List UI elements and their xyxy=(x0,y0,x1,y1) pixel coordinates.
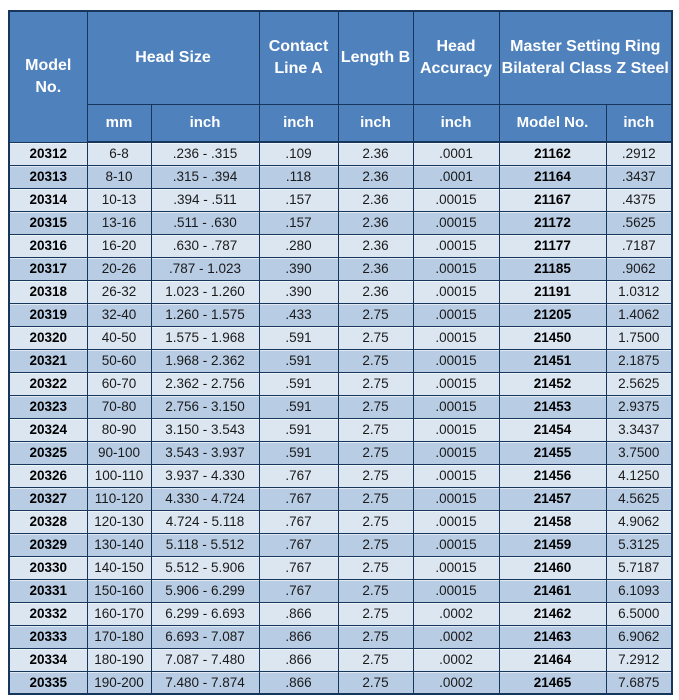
cell-head-accuracy-inch: .00015 xyxy=(413,510,499,533)
cell-master-ring-model-no: 21463 xyxy=(499,625,606,648)
cell-contact-line-a-inch: .390 xyxy=(259,280,338,303)
cell-head-accuracy-inch: .00015 xyxy=(413,211,499,234)
cell-head-size-inch: 4.724 - 5.118 xyxy=(151,510,259,533)
cell-master-ring-model-no: 21464 xyxy=(499,648,606,671)
cell-length-b-inch: 2.75 xyxy=(338,395,413,418)
cell-model-no: 20316 xyxy=(9,234,87,257)
header-model-no: Model No. xyxy=(9,11,87,142)
cell-model-no: 20322 xyxy=(9,372,87,395)
cell-head-accuracy-inch: .00015 xyxy=(413,188,499,211)
cell-contact-line-a-inch: .591 xyxy=(259,395,338,418)
cell-master-ring-inch: 2.9375 xyxy=(606,395,672,418)
cell-contact-line-a-inch: .433 xyxy=(259,303,338,326)
cell-length-b-inch: 2.75 xyxy=(338,326,413,349)
table-row xyxy=(9,211,672,234)
cell-head-size-mm: 190-200 xyxy=(87,671,151,694)
cell-contact-line-a-inch: .767 xyxy=(259,510,338,533)
cell-head-size-mm: 100-110 xyxy=(87,464,151,487)
cell-length-b-inch: 2.75 xyxy=(338,510,413,533)
header-head-size: Head Size xyxy=(87,11,259,104)
cell-length-b-inch: 2.75 xyxy=(338,441,413,464)
cell-head-accuracy-inch: .00015 xyxy=(413,418,499,441)
cell-master-ring-inch: 1.4062 xyxy=(606,303,672,326)
cell-head-size-inch: 6.299 - 6.693 xyxy=(151,602,259,625)
cell-contact-line-a-inch: .866 xyxy=(259,648,338,671)
header-row-main xyxy=(9,11,672,104)
table-row xyxy=(9,372,672,395)
table-row xyxy=(9,625,672,648)
cell-length-b-inch: 2.36 xyxy=(338,211,413,234)
cell-model-no: 20332 xyxy=(9,602,87,625)
table-row xyxy=(9,602,672,625)
table-row xyxy=(9,234,672,257)
cell-master-ring-inch: 5.7187 xyxy=(606,556,672,579)
cell-head-size-mm: 26-32 xyxy=(87,280,151,303)
cell-head-size-mm: 80-90 xyxy=(87,418,151,441)
table-row xyxy=(9,418,672,441)
cell-head-size-inch: 5.906 - 6.299 xyxy=(151,579,259,602)
cell-contact-line-a-inch: .109 xyxy=(259,142,338,165)
cell-contact-line-a-inch: .767 xyxy=(259,487,338,510)
cell-length-b-inch: 2.75 xyxy=(338,303,413,326)
table-row xyxy=(9,671,672,694)
subheader-contact-inch: inch xyxy=(259,104,338,142)
cell-master-ring-model-no: 21465 xyxy=(499,671,606,694)
cell-model-no: 20323 xyxy=(9,395,87,418)
cell-master-ring-inch: 1.0312 xyxy=(606,280,672,303)
cell-head-accuracy-inch: .00015 xyxy=(413,372,499,395)
cell-head-accuracy-inch: .00015 xyxy=(413,441,499,464)
header-row-sub xyxy=(9,104,672,142)
table-row xyxy=(9,510,672,533)
cell-contact-line-a-inch: .118 xyxy=(259,165,338,188)
cell-length-b-inch: 2.75 xyxy=(338,372,413,395)
cell-model-no: 20330 xyxy=(9,556,87,579)
cell-length-b-inch: 2.75 xyxy=(338,533,413,556)
header-length-b: Length B xyxy=(338,11,413,104)
cell-length-b-inch: 2.75 xyxy=(338,349,413,372)
cell-model-no: 20313 xyxy=(9,165,87,188)
cell-head-size-mm: 8-10 xyxy=(87,165,151,188)
cell-master-ring-model-no: 21167 xyxy=(499,188,606,211)
cell-head-size-mm: 6-8 xyxy=(87,142,151,165)
cell-head-accuracy-inch: .00015 xyxy=(413,487,499,510)
cell-contact-line-a-inch: .866 xyxy=(259,671,338,694)
cell-model-no: 20327 xyxy=(9,487,87,510)
cell-master-ring-model-no: 21456 xyxy=(499,464,606,487)
cell-length-b-inch: 2.75 xyxy=(338,625,413,648)
cell-contact-line-a-inch: .591 xyxy=(259,349,338,372)
cell-length-b-inch: 2.36 xyxy=(338,188,413,211)
cell-master-ring-inch: 4.9062 xyxy=(606,510,672,533)
cell-contact-line-a-inch: .591 xyxy=(259,326,338,349)
cell-model-no: 20320 xyxy=(9,326,87,349)
cell-head-size-inch: 3.543 - 3.937 xyxy=(151,441,259,464)
cell-head-size-mm: 60-70 xyxy=(87,372,151,395)
cell-model-no: 20333 xyxy=(9,625,87,648)
cell-contact-line-a-inch: .767 xyxy=(259,556,338,579)
table-row xyxy=(9,188,672,211)
cell-length-b-inch: 2.36 xyxy=(338,280,413,303)
cell-model-no: 20324 xyxy=(9,418,87,441)
table-row xyxy=(9,280,672,303)
cell-head-accuracy-inch: .0001 xyxy=(413,142,499,165)
cell-model-no: 20335 xyxy=(9,671,87,694)
cell-master-ring-model-no: 21459 xyxy=(499,533,606,556)
spec-table xyxy=(8,10,673,695)
cell-head-size-inch: .236 - .315 xyxy=(151,142,259,165)
cell-master-ring-inch: 1.7500 xyxy=(606,326,672,349)
cell-master-ring-model-no: 21460 xyxy=(499,556,606,579)
cell-length-b-inch: 2.36 xyxy=(338,142,413,165)
cell-length-b-inch: 2.75 xyxy=(338,671,413,694)
cell-head-accuracy-inch: .00015 xyxy=(413,533,499,556)
subheader-master-inch: inch xyxy=(606,104,672,142)
cell-contact-line-a-inch: .767 xyxy=(259,579,338,602)
cell-head-size-inch: 6.693 - 7.087 xyxy=(151,625,259,648)
cell-head-accuracy-inch: .0002 xyxy=(413,625,499,648)
cell-master-ring-model-no: 21172 xyxy=(499,211,606,234)
cell-model-no: 20321 xyxy=(9,349,87,372)
cell-head-accuracy-inch: .00015 xyxy=(413,395,499,418)
subheader-mm: mm xyxy=(87,104,151,142)
cell-master-ring-model-no: 21454 xyxy=(499,418,606,441)
cell-length-b-inch: 2.75 xyxy=(338,556,413,579)
cell-head-size-mm: 20-26 xyxy=(87,257,151,280)
subheader-length-inch: inch xyxy=(338,104,413,142)
cell-head-size-inch: 1.575 - 1.968 xyxy=(151,326,259,349)
cell-master-ring-model-no: 21458 xyxy=(499,510,606,533)
cell-head-accuracy-inch: .00015 xyxy=(413,556,499,579)
cell-master-ring-inch: 6.5000 xyxy=(606,602,672,625)
table-row xyxy=(9,165,672,188)
cell-model-no: 20328 xyxy=(9,510,87,533)
cell-master-ring-inch: 7.2912 xyxy=(606,648,672,671)
cell-length-b-inch: 2.75 xyxy=(338,602,413,625)
cell-head-size-inch: 7.087 - 7.480 xyxy=(151,648,259,671)
table-row xyxy=(9,579,672,602)
cell-model-no: 20326 xyxy=(9,464,87,487)
cell-master-ring-model-no: 21455 xyxy=(499,441,606,464)
cell-master-ring-inch: 5.3125 xyxy=(606,533,672,556)
table-row xyxy=(9,257,672,280)
cell-master-ring-model-no: 21462 xyxy=(499,602,606,625)
cell-model-no: 20329 xyxy=(9,533,87,556)
cell-length-b-inch: 2.36 xyxy=(338,234,413,257)
cell-master-ring-inch: 6.9062 xyxy=(606,625,672,648)
cell-head-size-inch: 2.756 - 3.150 xyxy=(151,395,259,418)
cell-head-size-inch: 1.023 - 1.260 xyxy=(151,280,259,303)
cell-head-accuracy-inch: .00015 xyxy=(413,303,499,326)
table-row xyxy=(9,142,672,165)
cell-contact-line-a-inch: .591 xyxy=(259,441,338,464)
cell-head-size-mm: 70-80 xyxy=(87,395,151,418)
cell-head-size-inch: 2.362 - 2.756 xyxy=(151,372,259,395)
cell-length-b-inch: 2.75 xyxy=(338,579,413,602)
cell-master-ring-inch: 4.5625 xyxy=(606,487,672,510)
cell-master-ring-model-no: 21457 xyxy=(499,487,606,510)
table-row xyxy=(9,441,672,464)
cell-head-accuracy-inch: .00015 xyxy=(413,234,499,257)
cell-master-ring-inch: .5625 xyxy=(606,211,672,234)
table-row xyxy=(9,533,672,556)
cell-length-b-inch: 2.36 xyxy=(338,165,413,188)
cell-model-no: 20312 xyxy=(9,142,87,165)
cell-head-accuracy-inch: .0001 xyxy=(413,165,499,188)
cell-contact-line-a-inch: .767 xyxy=(259,464,338,487)
cell-master-ring-model-no: 21185 xyxy=(499,257,606,280)
cell-head-size-mm: 13-16 xyxy=(87,211,151,234)
header-contact-line-a: Contact Line A xyxy=(259,11,338,104)
table-row xyxy=(9,556,672,579)
subheader-accuracy-inch: inch xyxy=(413,104,499,142)
table-row xyxy=(9,395,672,418)
cell-contact-line-a-inch: .157 xyxy=(259,188,338,211)
cell-contact-line-a-inch: .280 xyxy=(259,234,338,257)
cell-head-size-mm: 50-60 xyxy=(87,349,151,372)
table-row xyxy=(9,303,672,326)
cell-length-b-inch: 2.75 xyxy=(338,487,413,510)
cell-length-b-inch: 2.75 xyxy=(338,464,413,487)
cell-model-no: 20317 xyxy=(9,257,87,280)
cell-master-ring-inch: .9062 xyxy=(606,257,672,280)
cell-length-b-inch: 2.75 xyxy=(338,418,413,441)
cell-model-no: 20319 xyxy=(9,303,87,326)
table-row xyxy=(9,648,672,671)
cell-head-size-inch: 3.937 - 4.330 xyxy=(151,464,259,487)
cell-master-ring-inch: .4375 xyxy=(606,188,672,211)
cell-model-no: 20314 xyxy=(9,188,87,211)
cell-head-size-mm: 170-180 xyxy=(87,625,151,648)
cell-head-size-mm: 120-130 xyxy=(87,510,151,533)
cell-head-size-mm: 140-150 xyxy=(87,556,151,579)
cell-master-ring-model-no: 21164 xyxy=(499,165,606,188)
cell-head-size-mm: 32-40 xyxy=(87,303,151,326)
cell-head-size-mm: 90-100 xyxy=(87,441,151,464)
cell-head-size-mm: 150-160 xyxy=(87,579,151,602)
table-row xyxy=(9,326,672,349)
cell-head-accuracy-inch: .00015 xyxy=(413,349,499,372)
table-row xyxy=(9,464,672,487)
cell-head-size-inch: 1.260 - 1.575 xyxy=(151,303,259,326)
cell-head-size-mm: 40-50 xyxy=(87,326,151,349)
cell-head-size-inch: 1.968 - 2.362 xyxy=(151,349,259,372)
cell-master-ring-model-no: 21453 xyxy=(499,395,606,418)
cell-head-accuracy-inch: .0002 xyxy=(413,648,499,671)
cell-master-ring-inch: 2.5625 xyxy=(606,372,672,395)
cell-master-ring-model-no: 21177 xyxy=(499,234,606,257)
cell-contact-line-a-inch: .591 xyxy=(259,372,338,395)
cell-head-size-inch: 4.330 - 4.724 xyxy=(151,487,259,510)
cell-master-ring-model-no: 21451 xyxy=(499,349,606,372)
cell-master-ring-inch: 2.1875 xyxy=(606,349,672,372)
cell-master-ring-inch: 7.6875 xyxy=(606,671,672,694)
cell-master-ring-inch: 3.7500 xyxy=(606,441,672,464)
cell-head-size-inch: 5.118 - 5.512 xyxy=(151,533,259,556)
cell-head-accuracy-inch: .00015 xyxy=(413,280,499,303)
cell-head-accuracy-inch: .00015 xyxy=(413,464,499,487)
cell-master-ring-model-no: 21450 xyxy=(499,326,606,349)
cell-length-b-inch: 2.36 xyxy=(338,257,413,280)
cell-master-ring-model-no: 21452 xyxy=(499,372,606,395)
cell-head-size-inch: .315 - .394 xyxy=(151,165,259,188)
cell-head-size-inch: .394 - .511 xyxy=(151,188,259,211)
cell-model-no: 20318 xyxy=(9,280,87,303)
cell-head-size-mm: 180-190 xyxy=(87,648,151,671)
cell-master-ring-inch: 4.1250 xyxy=(606,464,672,487)
table-row xyxy=(9,349,672,372)
header-head-accuracy: Head Accuracy xyxy=(413,11,499,104)
cell-master-ring-inch: 6.1093 xyxy=(606,579,672,602)
table-header xyxy=(9,11,672,142)
cell-head-size-mm: 130-140 xyxy=(87,533,151,556)
cell-head-size-mm: 16-20 xyxy=(87,234,151,257)
cell-model-no: 20331 xyxy=(9,579,87,602)
cell-head-size-inch: .630 - .787 xyxy=(151,234,259,257)
cell-contact-line-a-inch: .866 xyxy=(259,602,338,625)
header-master-ring: Master Setting Ring Bilateral Class Z Steel xyxy=(499,11,672,104)
cell-master-ring-model-no: 21461 xyxy=(499,579,606,602)
cell-head-size-inch: 3.150 - 3.543 xyxy=(151,418,259,441)
cell-length-b-inch: 2.75 xyxy=(338,648,413,671)
cell-master-ring-inch: .3437 xyxy=(606,165,672,188)
cell-head-size-inch: .787 - 1.023 xyxy=(151,257,259,280)
table-body xyxy=(9,142,672,694)
cell-head-accuracy-inch: .00015 xyxy=(413,257,499,280)
cell-model-no: 20334 xyxy=(9,648,87,671)
cell-head-accuracy-inch: .0002 xyxy=(413,602,499,625)
cell-master-ring-model-no: 21205 xyxy=(499,303,606,326)
cell-master-ring-inch: .2912 xyxy=(606,142,672,165)
cell-model-no: 20325 xyxy=(9,441,87,464)
cell-head-size-inch: 7.480 - 7.874 xyxy=(151,671,259,694)
cell-master-ring-inch: .7187 xyxy=(606,234,672,257)
subheader-master-model-no: Model No. xyxy=(499,104,606,142)
cell-head-accuracy-inch: .0002 xyxy=(413,671,499,694)
cell-master-ring-model-no: 21191 xyxy=(499,280,606,303)
cell-master-ring-model-no: 21162 xyxy=(499,142,606,165)
cell-contact-line-a-inch: .866 xyxy=(259,625,338,648)
cell-contact-line-a-inch: .767 xyxy=(259,533,338,556)
cell-contact-line-a-inch: .591 xyxy=(259,418,338,441)
cell-head-size-mm: 10-13 xyxy=(87,188,151,211)
cell-head-size-mm: 160-170 xyxy=(87,602,151,625)
cell-head-size-mm: 110-120 xyxy=(87,487,151,510)
cell-head-accuracy-inch: .00015 xyxy=(413,579,499,602)
subheader-head-size-inch: inch xyxy=(151,104,259,142)
cell-model-no: 20315 xyxy=(9,211,87,234)
cell-head-size-inch: 5.512 - 5.906 xyxy=(151,556,259,579)
cell-head-accuracy-inch: .00015 xyxy=(413,326,499,349)
table-row xyxy=(9,487,672,510)
cell-contact-line-a-inch: .390 xyxy=(259,257,338,280)
cell-master-ring-inch: 3.3437 xyxy=(606,418,672,441)
cell-contact-line-a-inch: .157 xyxy=(259,211,338,234)
cell-head-size-inch: .511 - .630 xyxy=(151,211,259,234)
